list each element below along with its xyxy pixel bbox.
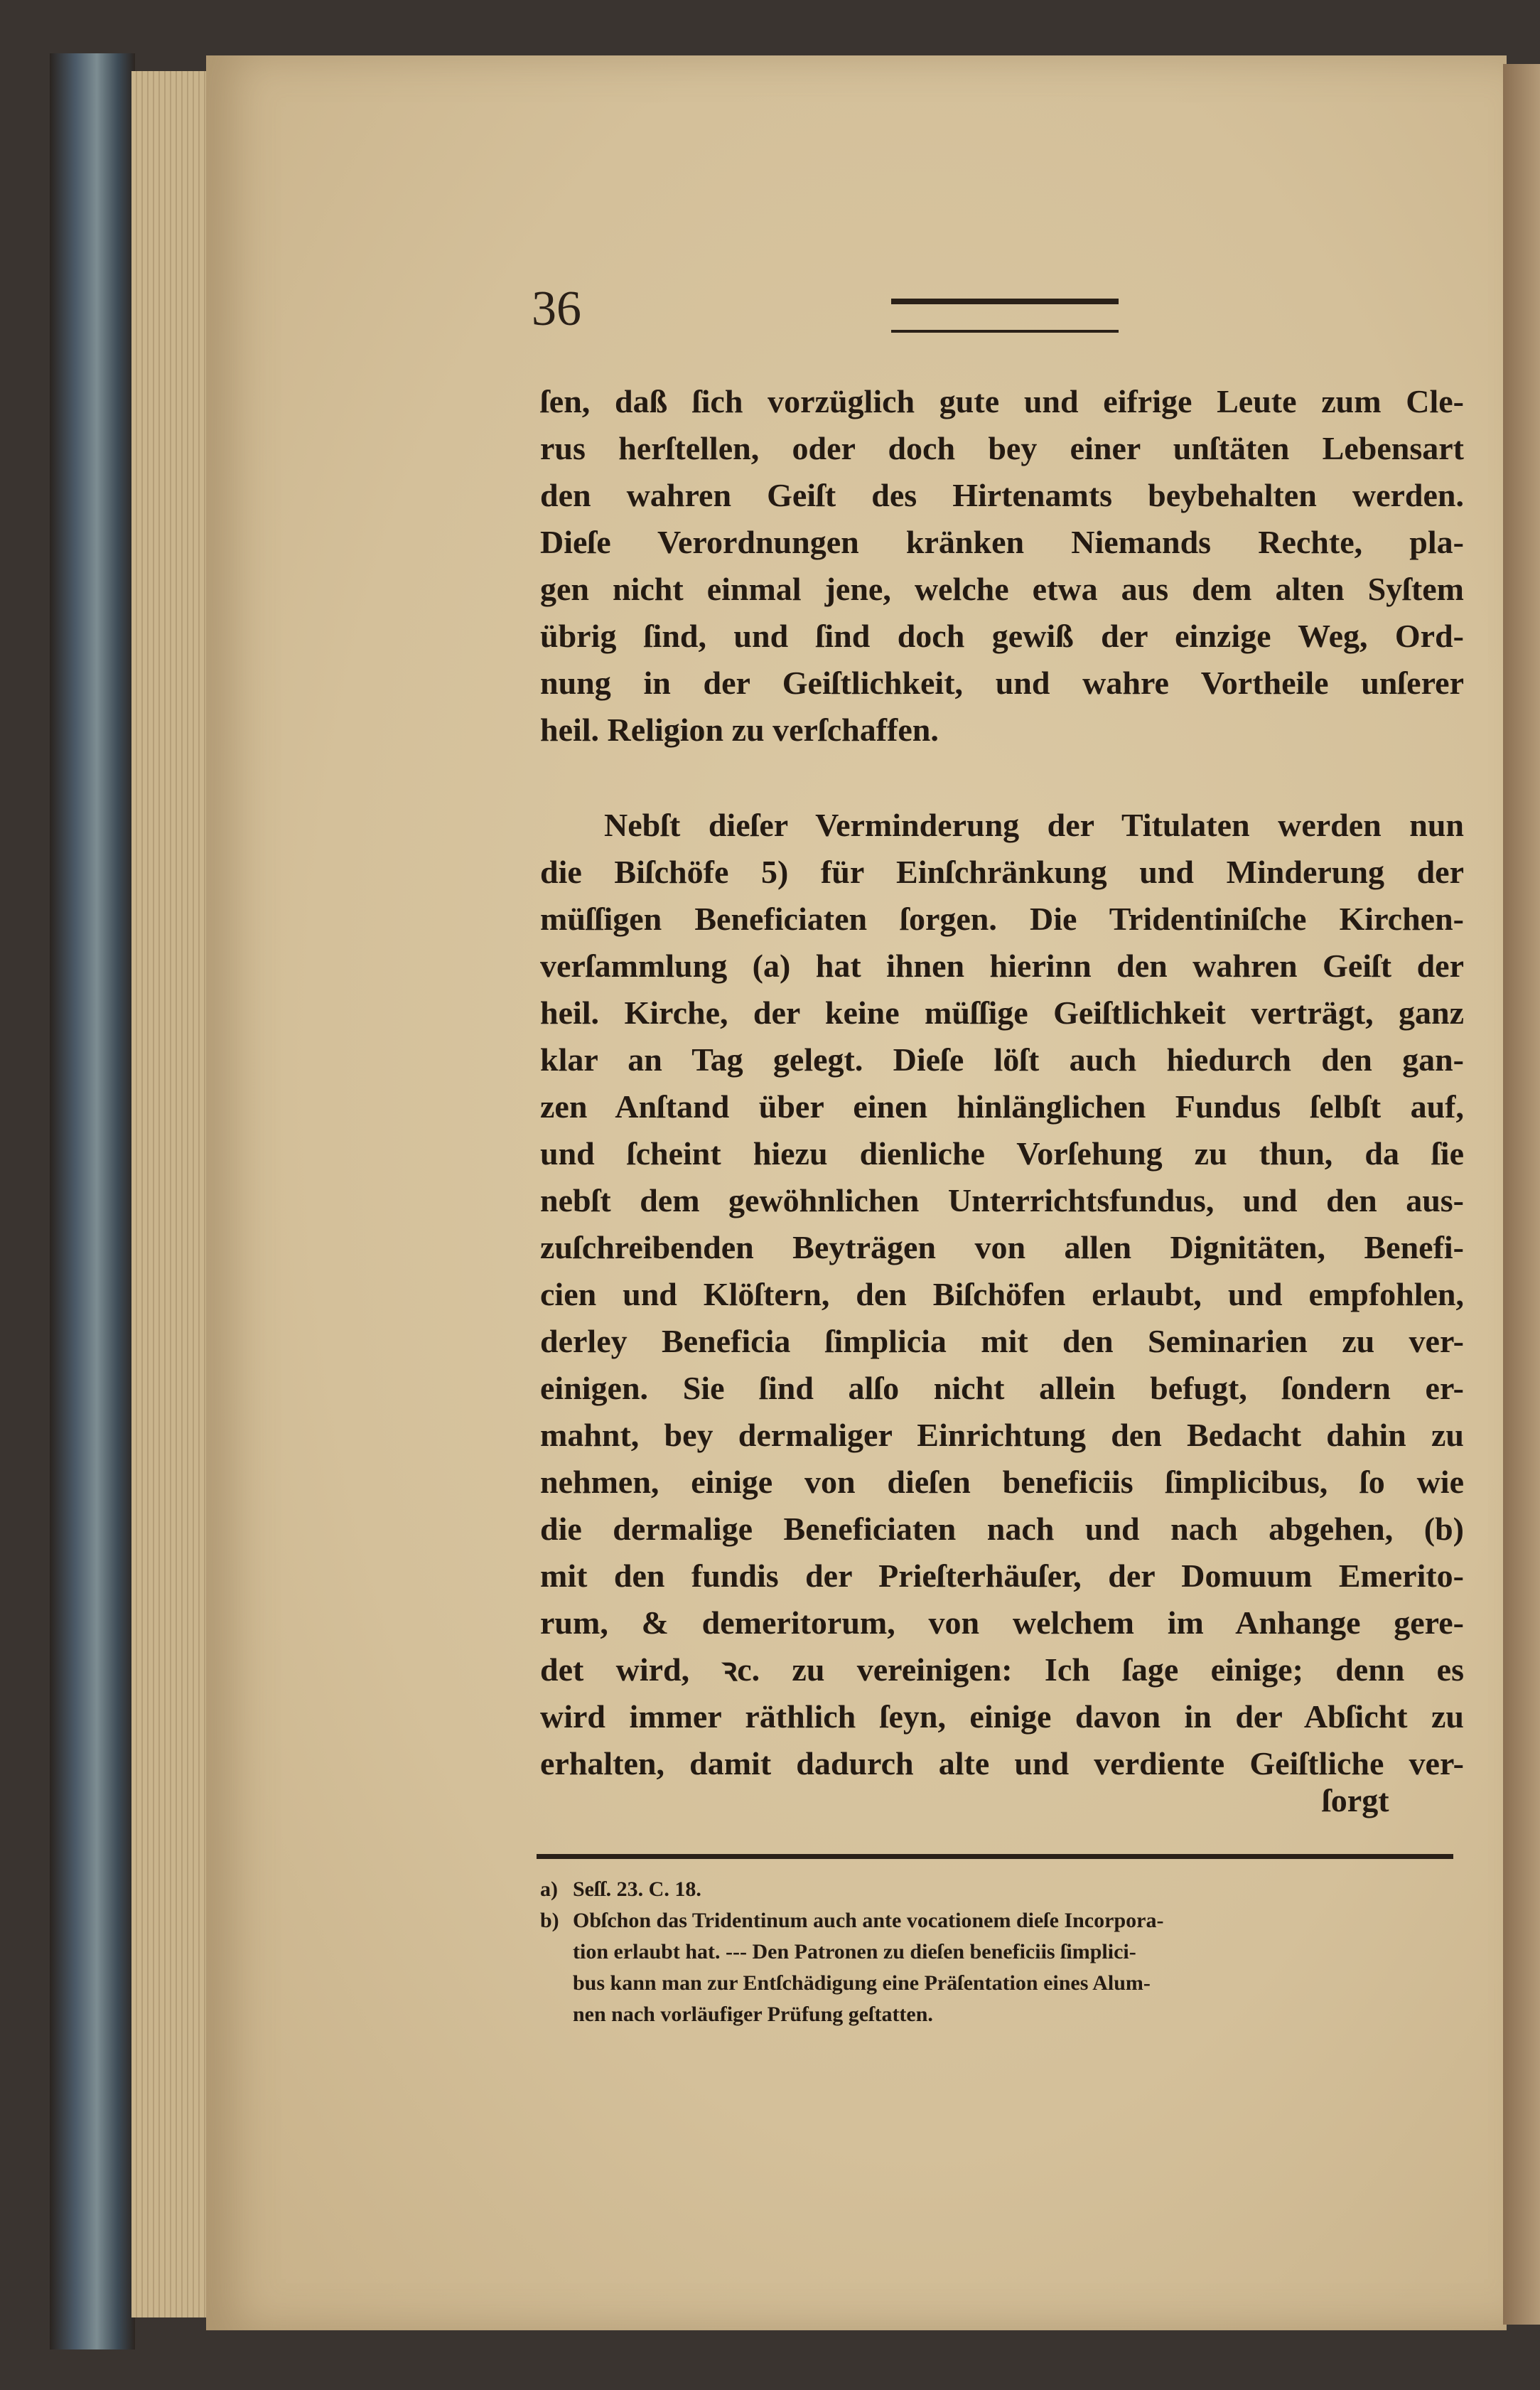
text-line: Nebſt dieſer Verminderung der Titulaten werden nun	[604, 807, 1464, 843]
text-line: det wird, ꝛc. zu vereinigen: Ich ſage einige; denn es	[540, 1651, 1464, 1688]
text-line: mahnt, bey dermaliger Einrichtung den Bedacht dahin zu	[540, 1417, 1464, 1453]
page-number: 36	[532, 282, 581, 336]
facing-page-edge	[1503, 64, 1540, 2325]
text-line: nung in der Geiſtlichkeit, und wahre Vortheile unſerer	[540, 665, 1464, 701]
text-line: rus herſtellen, oder doch bey einer unſtäten Lebensart	[540, 430, 1464, 466]
footnote-marker: a)	[540, 1877, 558, 1901]
text-line: mit den fundis der Prieſterhäuſer, der Domuum Emerito-	[540, 1558, 1464, 1594]
text-line: verſammlung (a) hat ihnen hierinn den wahren Geiſt der	[540, 948, 1464, 984]
catchword: ſorgt	[1322, 1782, 1389, 1818]
footnote-marker: b)	[540, 1909, 559, 1932]
text-line: die Biſchöfe 5) für Einſchränkung und Minderung der	[540, 854, 1464, 890]
text-line: zen Anſtand über einen hinlänglichen Fundus ſelbſt auf,	[540, 1088, 1464, 1125]
text-line: cien und Klöſtern, den Biſchöfen erlaubt, und empfohlen,	[540, 1276, 1464, 1312]
text-line: und ſcheint hiezu dienliche Vorſehung zu thun, da ſie	[540, 1135, 1464, 1172]
book-binding	[50, 53, 135, 2349]
text-line: wird immer räthlich ſeyn, einige davon in der Abſicht zu	[540, 1698, 1464, 1735]
text-line: übrig ſind, und ſind doch gewiß der einzige Weg, Ord-	[540, 618, 1464, 654]
footnote-b	[540, 1905, 1457, 2030]
text-line: nebſt dem gewöhnlichen Unterrichtsfundus, und den aus-	[540, 1182, 1464, 1218]
text-line: einigen. Sie ſind alſo nicht allein befugt, ſondern er-	[540, 1370, 1464, 1406]
footnotes	[540, 1874, 1457, 2030]
footnote-text: tion erlaubt hat. --- Den Patronen zu dieſen beneficiis ſimplici-	[573, 1940, 1136, 1963]
text-line: heil. Kirche, der keine müſſige Geiſtlichkeit verträgt, ganz	[540, 995, 1464, 1031]
text-line: heil. Religion zu verſchaffen.	[540, 712, 939, 748]
header-ornament	[891, 299, 1119, 333]
text-line: müſſigen Beneficiaten ſorgen. Die Tridentiniſche Kirchen-	[540, 901, 1464, 937]
footnote-divider	[537, 1854, 1453, 1859]
text-line: nehmen, einige von dieſen beneficiis ſimplicibus, ſo wie	[540, 1464, 1464, 1500]
text-line: erhalten, damit dadurch alte und verdiente Geiſtliche ver-	[540, 1745, 1464, 1781]
text-line: gen nicht einmal jene, welche etwa aus dem alten Syſtem	[540, 571, 1464, 607]
text-line: klar an Tag gelegt. Dieſe löſt auch hiedurch den gan-	[540, 1041, 1464, 1078]
footnote-text: nen nach vorläufiger Prüfung geſtatten.	[573, 2003, 933, 2026]
text-line: rum, & demeritorum, von welchem im Anhange gere-	[540, 1604, 1464, 1641]
text-line: zuſchreibenden Beyträgen von allen Dignitäten, Benefi-	[540, 1229, 1464, 1265]
text-line: den wahren Geiſt des Hirtenamts beybehalten werden.	[540, 477, 1464, 513]
text-line: Dieſe Verordnungen kränken Niemands Rechte, pla-	[540, 524, 1464, 560]
footnote-a	[540, 1874, 1457, 1905]
footnote-text: Seſſ. 23. C. 18.	[573, 1877, 701, 1901]
paragraph-2	[540, 802, 1464, 1787]
footnote-text: Obſchon das Tridentinum auch ante vocationem dieſe Incorpora-	[573, 1909, 1164, 1932]
text-line: ſen, daß ſich vorzüglich gute und eifrige Leute zum Cle-	[540, 383, 1464, 419]
footnote-text: bus kann man zur Entſchädigung eine Präſentation eines Alum-	[573, 1971, 1151, 1995]
text-line: die dermalige Beneficiaten nach und nach abgehen, (b)	[540, 1511, 1464, 1547]
paragraph-1	[540, 378, 1464, 754]
text-line: derley Beneficia ſimplicia mit den Seminarien zu ver-	[540, 1323, 1464, 1359]
